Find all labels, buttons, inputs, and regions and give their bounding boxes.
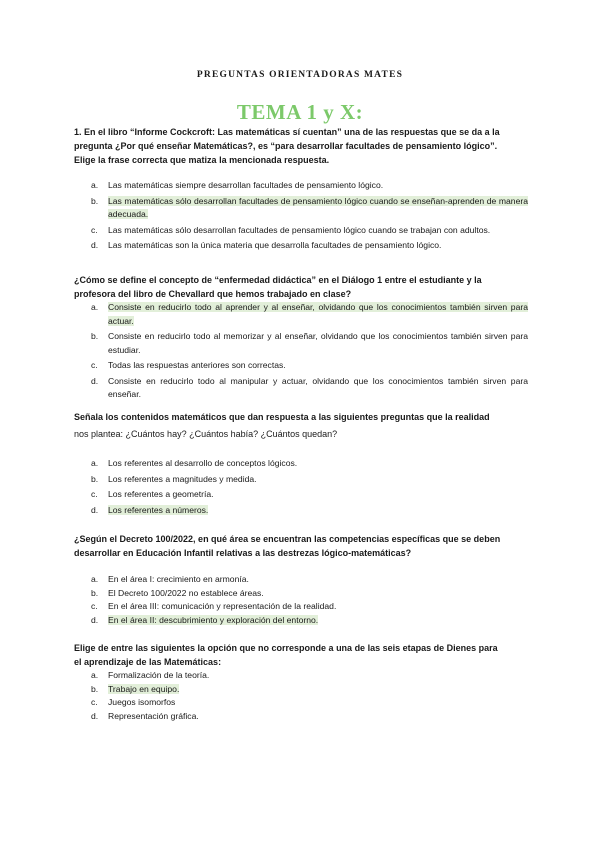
question-4: [74, 532, 528, 560]
question-number: 1.: [74, 127, 82, 137]
option-5c[interactable]: c. Juegos isomorfos: [91, 697, 176, 707]
question-text-line: 1. En el libro “Informe Cockcroft: Las matemáticas sí cuentan” una de las respuestas que se da a la: [74, 127, 500, 137]
option-1c[interactable]: c. Las matemáticas sólo desarrollan facultades de pensamiento lógico cuando se trabajan con adultos.: [91, 224, 491, 235]
option-4a[interactable]: a. En el área I: crecimiento en armonía.: [91, 574, 249, 584]
question-text-line: pregunta ¿Por qué enseñar Matemáticas?, es “para desarrollar facultades de pensamiento lógico”.: [74, 141, 498, 151]
question-text-line: ¿Según el Decreto 100/2022, en qué área se encuentran las competencias específicas que se deben: [74, 534, 501, 544]
question-1: [74, 125, 528, 167]
option-1a[interactable]: a. Las matemáticas siempre desarrollan facultades de pensamiento lógico.: [91, 180, 384, 190]
options-list-1: [74, 179, 528, 255]
question-text-line: desarrollar en Educación Infantil relativas a las destrezas lógico-matemáticas?: [74, 548, 412, 558]
option-2b[interactable]: b. Consiste en reducirlo todo al memorizar y al enseñar, olvidando que los conocimientos también sirven para estudiar.: [91, 331, 528, 355]
option-2a[interactable]: a. Consiste en reducirlo todo al aprender y al enseñar, olvidando que los conocimientos también sirven para actuar.: [91, 302, 528, 326]
question-3: [74, 409, 528, 443]
question-text-line: Señala los contenidos matemáticos que dan respuesta a las siguientes preguntas que la realidad: [74, 412, 490, 422]
option-3d[interactable]: d. Los referentes a números.: [91, 504, 209, 515]
option-4d[interactable]: d. En el área II: descubrimiento y exploración del entorno.: [91, 614, 319, 625]
question-text-line: ¿Cómo se define el concepto de “enfermedad didáctica” en el Diálogo 1 entre el estudiante y la: [74, 275, 482, 285]
option-3b[interactable]: b. Los referentes a magnitudes y medida.: [91, 473, 257, 484]
options-list-5: [74, 669, 528, 723]
option-2c[interactable]: c. Todas las respuestas anteriores son correctas.: [91, 360, 286, 370]
question-text-line: profesora del libro de Chevallard que hemos trabajado en clase?: [74, 289, 352, 299]
question-text-line: Elige la frase correcta que matiza la mencionada respuesta.: [74, 155, 330, 165]
document-title: PREGUNTAS ORIENTADORAS MATES: [196, 70, 404, 80]
option-5d[interactable]: d. Representación gráfica.: [91, 710, 199, 721]
question-2: [74, 273, 528, 301]
question-text-line: el aprendizaje de las Matemáticas:: [74, 657, 222, 667]
option-4b[interactable]: b. El Decreto 100/2022 no establece áreas.: [91, 587, 264, 598]
option-3a[interactable]: a. Los referentes al desarrollo de conceptos lógicos.: [91, 458, 298, 468]
question-text-line: Elige de entre las siguientes la opción que no corresponde a una de las seis etapas de Dienes para: [74, 643, 498, 653]
option-5b[interactable]: b. Trabajo en equipo.: [91, 683, 180, 694]
option-5a[interactable]: a. Formalización de la teoría.: [91, 670, 210, 680]
tema-heading: TEMA 1 y X:: [236, 100, 364, 124]
highlighted-answer: Consiste en reducirlo todo al aprender y al enseñar, olvidando que los conocimientos también sirven para actuar.: [108, 302, 528, 326]
option-2d[interactable]: d. Consiste en reducirlo todo al manipular y actuar, olvidando que los conocimientos también sirven para enseñar.: [91, 375, 528, 399]
option-1b[interactable]: b. Las matemáticas sólo desarrollan facultades de pensamiento lógico cuando se enseñan-aprenden de manera adecuada.: [91, 195, 528, 219]
highlighted-answer: Las matemáticas sólo desarrollan facultades de pensamiento lógico cuando se enseñan-aprenden de manera adecuada.: [108, 195, 528, 219]
option-4c[interactable]: c. En el área III: comunicación y representación de la realidad.: [91, 601, 337, 611]
question-5: [74, 641, 528, 669]
highlighted-answer: En el área II: descubrimiento y exploración del entorno.: [108, 614, 319, 625]
option-1d[interactable]: d. Las matemáticas son la única materia que desarrolla facultades de pensamiento lógico.: [91, 240, 442, 250]
question-text-line: nos plantea: ¿Cuántos hay? ¿Cuántos había? ¿Cuántos quedan?: [74, 429, 338, 439]
highlighted-answer: Trabajo en equipo.: [108, 683, 180, 694]
options-list-4: [74, 573, 528, 627]
options-list-2: [74, 301, 528, 404]
options-list-3: [74, 457, 528, 519]
highlighted-answer: Los referentes a números.: [108, 504, 209, 515]
option-3c[interactable]: c. Los referentes a geometría.: [91, 489, 214, 499]
